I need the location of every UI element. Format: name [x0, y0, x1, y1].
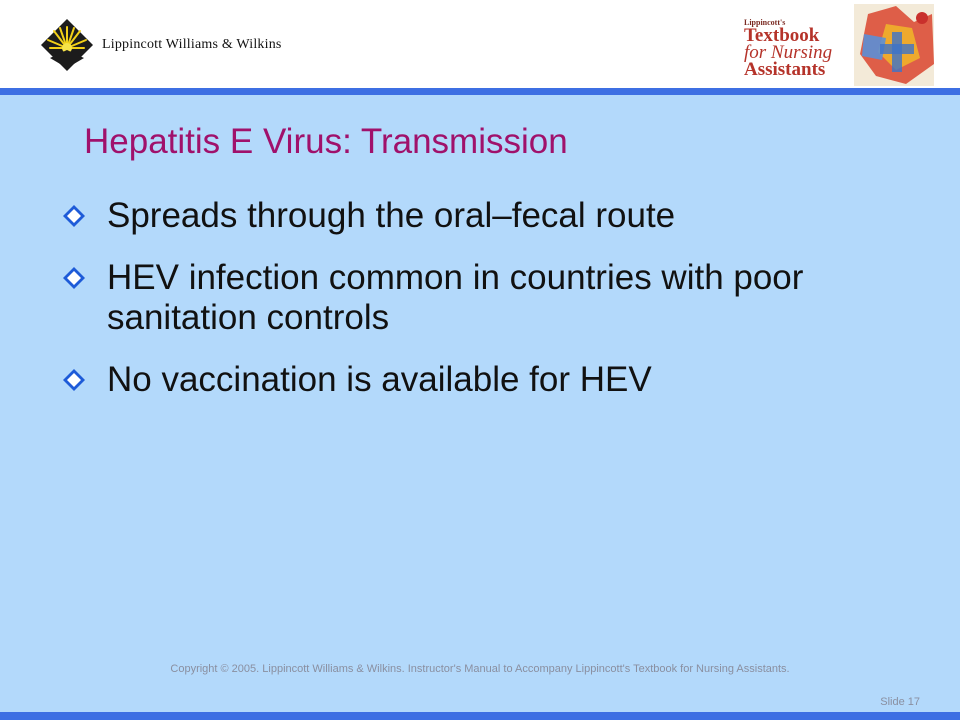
book-logo	[736, 4, 936, 86]
book-title-line4: Assistants	[744, 59, 826, 80]
bullet-item	[62, 258, 882, 338]
slide-number: Slide 17	[880, 696, 920, 708]
diamond-bullet-icon	[62, 368, 86, 392]
bullet-text: No vaccination is available for HEV	[107, 360, 652, 399]
publisher-name: Lippincott Williams & Wilkins	[102, 37, 282, 52]
diamond-bullet-icon	[62, 266, 86, 290]
bullet-list	[62, 196, 882, 422]
diamond-bullet-icon	[62, 204, 86, 228]
book-title	[744, 18, 832, 78]
bullet-item	[62, 360, 882, 400]
book-title-line3: for Nursing	[744, 42, 833, 63]
book-title-line2: Textbook	[744, 25, 820, 46]
bullet-text: Spreads through the oral–fecal route	[107, 196, 676, 235]
slide-header	[0, 0, 960, 88]
starburst-diamond-icon	[40, 18, 94, 72]
publisher-logo	[40, 18, 282, 72]
header-divider	[0, 88, 960, 95]
bullet-item	[62, 196, 882, 236]
copyright-notice: Copyright © 2005. Lippincott Williams & Wilkins. Instructor's Manual to Accompany Lippincott's Textbook for Nursing Assistants.	[170, 663, 790, 675]
book-title-line1: Lippincott's	[744, 18, 786, 27]
slide-title: Hepatitis E Virus: Transmission	[84, 122, 568, 161]
bullet-text: HEV infection common in countries with poor sanitation controls	[107, 258, 804, 337]
footer-divider	[0, 712, 960, 720]
